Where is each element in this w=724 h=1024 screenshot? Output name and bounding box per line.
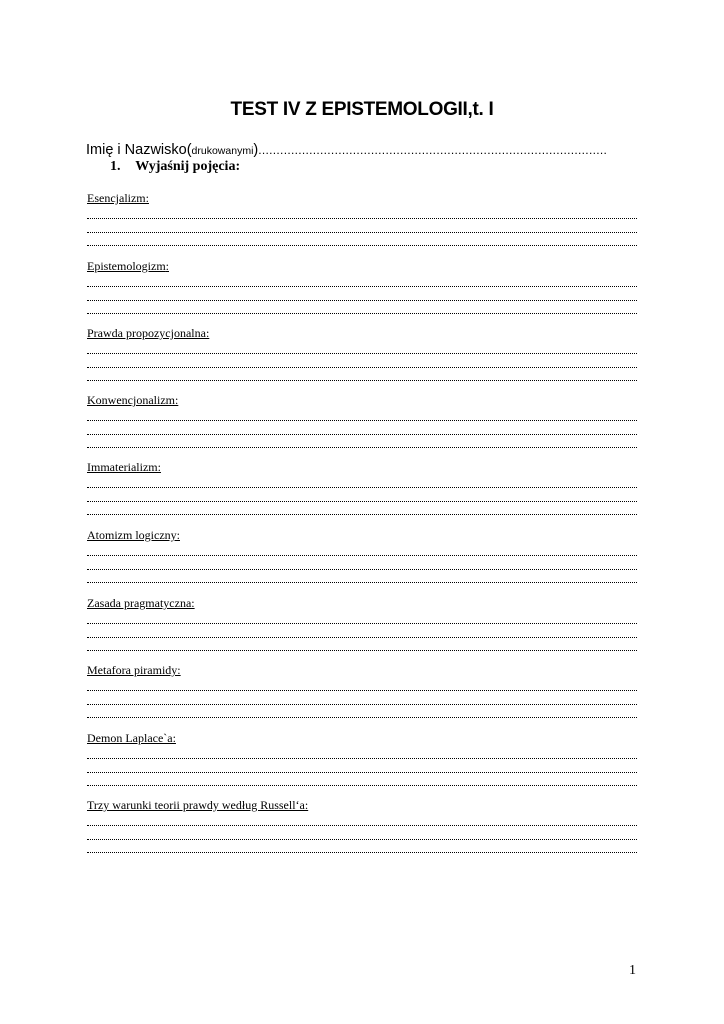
answer-line[interactable]: [87, 826, 637, 839]
term-label: [87, 730, 637, 746]
term-label: [87, 325, 637, 341]
answer-line[interactable]: [87, 475, 637, 488]
answer-line[interactable]: [87, 206, 637, 219]
term-text: Demon Laplace`a:: [87, 731, 176, 745]
document-title: TEST IV Z EPISTEMOLOGII,t. I: [230, 99, 494, 120]
term-label: [87, 527, 637, 543]
answer-line[interactable]: [87, 287, 637, 300]
term-section-demon-laplacea: [87, 730, 637, 786]
name-field[interactable]: [86, 142, 646, 158]
answer-line[interactable]: [87, 274, 637, 287]
term-section-metafora-piramidy: [87, 662, 637, 718]
answer-line[interactable]: [87, 813, 637, 826]
answer-line[interactable]: [87, 556, 637, 569]
term-label: [87, 797, 637, 813]
answer-line[interactable]: [87, 301, 637, 314]
question-text: Wyjaśnij pojęcia:: [135, 159, 241, 174]
answer-line[interactable]: [87, 233, 637, 246]
term-label: [87, 595, 637, 611]
answer-line[interactable]: [87, 678, 637, 691]
name-field-close: ): [253, 142, 259, 158]
term-colon: :: [165, 259, 169, 273]
answer-line[interactable]: [87, 502, 637, 515]
answer-line[interactable]: [87, 840, 637, 853]
term-text: Konwencjonalizm:: [87, 393, 179, 407]
question-heading: [110, 159, 240, 175]
term-text: Epistemologizm: [87, 259, 166, 273]
answer-line[interactable]: [87, 705, 637, 718]
answer-line[interactable]: [87, 408, 637, 421]
answer-line[interactable]: [87, 219, 637, 232]
term-section-zasada-pragmatyczna: [87, 595, 637, 651]
term-label: [87, 190, 637, 206]
term-text: Esencjalizm:: [87, 191, 149, 205]
answer-line[interactable]: [87, 773, 637, 786]
term-section-epistemologizm: [87, 258, 637, 314]
term-section-immaterializm: [87, 459, 637, 515]
answer-line[interactable]: [87, 368, 637, 381]
page-number: 1: [629, 963, 636, 978]
answer-line[interactable]: [87, 421, 637, 434]
answer-line[interactable]: [87, 543, 637, 556]
term-text: Atomizm logiczny:: [87, 528, 180, 542]
term-label: [87, 392, 637, 408]
term-label: [87, 459, 637, 475]
term-text: Prawda propozycjonalna:: [87, 326, 210, 340]
answer-line[interactable]: [87, 691, 637, 704]
term-label: [87, 662, 637, 678]
term-label: [87, 258, 637, 274]
answer-line[interactable]: [87, 570, 637, 583]
term-section-konwencjonalizm: [87, 392, 637, 448]
answer-line[interactable]: [87, 488, 637, 501]
term-text: Zasada pragmatyczna:: [87, 596, 195, 610]
question-number: 1.: [110, 159, 121, 174]
term-section-prawda-propozycjonalna: [87, 325, 637, 381]
term-section-esencjalizm: [87, 190, 637, 246]
answer-line[interactable]: [87, 341, 637, 354]
term-text: Trzy warunki teorii prawdy według Russell‘a:: [87, 798, 309, 812]
answer-line[interactable]: [87, 759, 637, 772]
answer-line[interactable]: [87, 638, 637, 651]
answer-line[interactable]: [87, 746, 637, 759]
answer-line[interactable]: [87, 435, 637, 448]
term-text: Immaterializm:: [87, 460, 161, 474]
term-section-trzy-warunki: [87, 797, 637, 853]
name-field-dots: ................................................................................................: [258, 143, 608, 157]
name-field-label: Imię i Nazwisko(: [86, 142, 192, 158]
name-field-hint: drukowanymi: [191, 145, 254, 157]
answer-line[interactable]: [87, 611, 637, 624]
answer-line[interactable]: [87, 624, 637, 637]
term-section-atomizm-logiczny: [87, 527, 637, 583]
term-text: Metafora piramidy:: [87, 663, 181, 677]
answer-line[interactable]: [87, 354, 637, 367]
